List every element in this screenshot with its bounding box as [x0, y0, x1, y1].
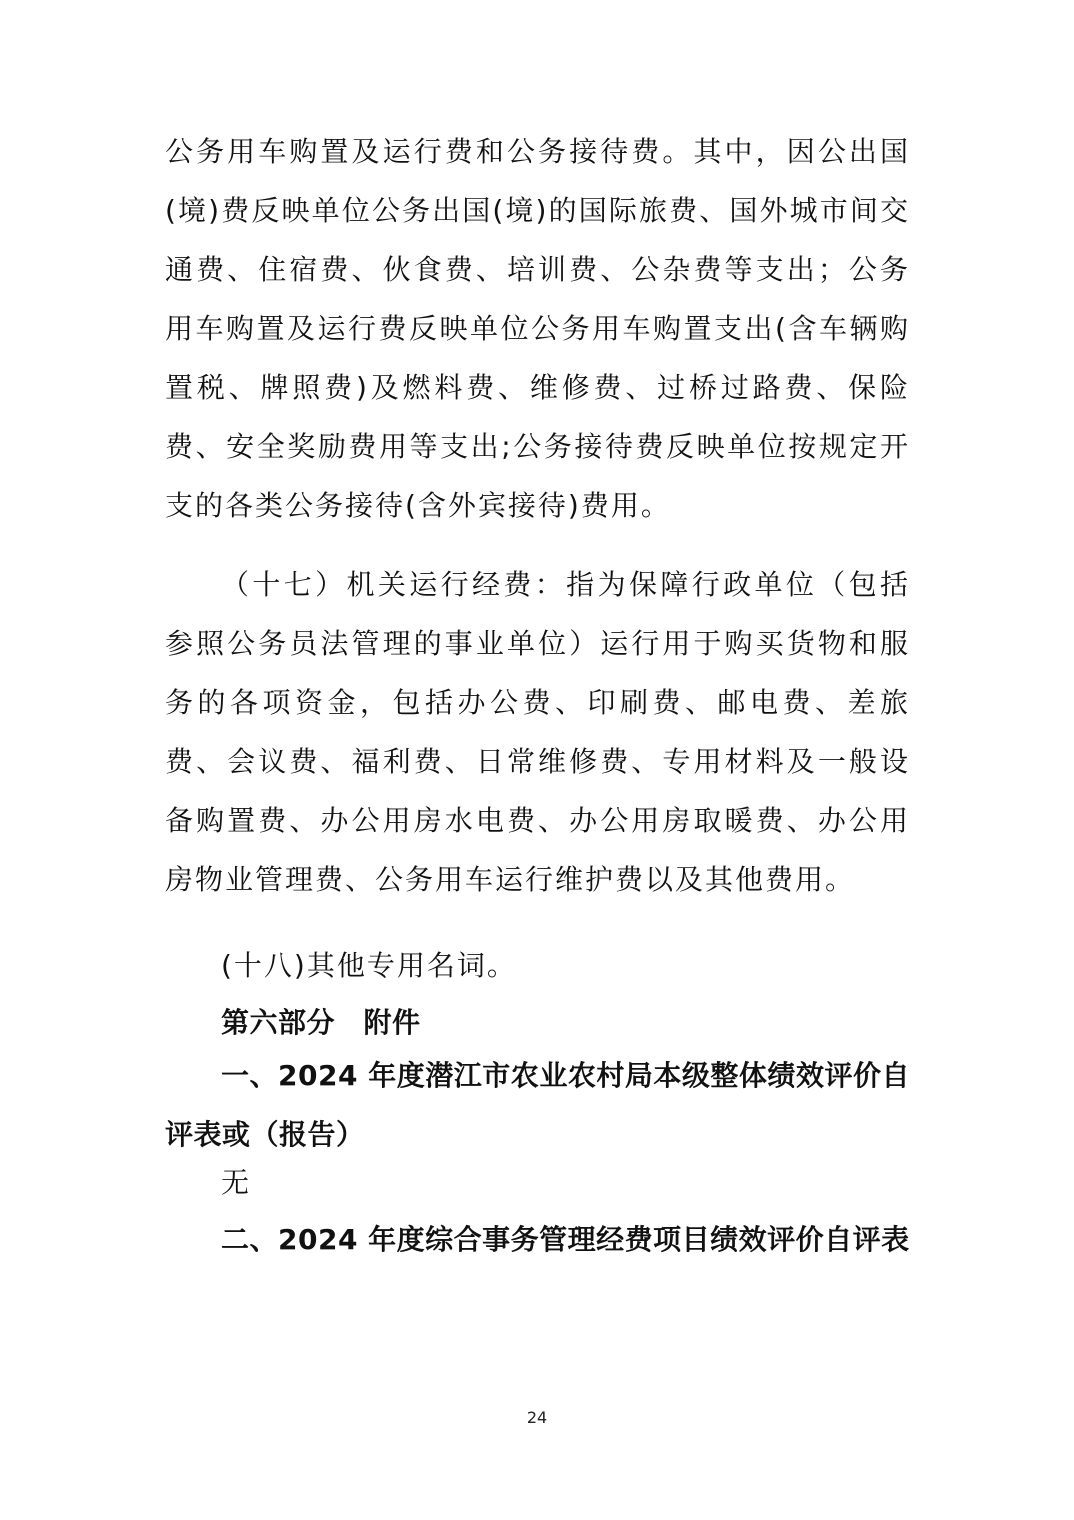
attachment-heading-2: 二、2024 年度综合事务管理经费项目绩效评价自评表 [221, 1223, 910, 1256]
attachment-1-content: 无 [221, 1166, 252, 1199]
paragraph-public-expenses: 公务用车购置及运行费和公务接待费。其中，因公出国(境)费反映单位公务出国(境)的国际旅费、国外城市间交通费、住宿费、伙食费、培训费、公杂费等支出；公务用车购置及运行费反映单位公务用车购置支出(含车辆购置税、牌照费)及燃料费、维修费、过桥过路费、保险费、安全奖励费用等支出;公务接待费反映单位按规定开支的各类公务接待(含外宾接待)费用。 [165, 135, 910, 522]
attachment-heading-1: 一、2024 年度潜江市农业农村局本级整体绩效评价自评表或（报告） [165, 1059, 910, 1151]
section-heading-attachments: 第六部分 附件 [221, 1006, 421, 1039]
paragraph-other-terms: (十八)其他专用名词。 [221, 949, 517, 982]
paragraph-agency-operating-funds: （十七）机关运行经费：指为保障行政单位（包括参照公务员法管理的事业单位）运行用于购买货物和服务的各项资金，包括办公费、印刷费、邮电费、差旅费、会议费、福利费、日常维修费、专用材料及一般设备购置费、办公用房水电费、办公用房取暖费、办公用房物业管理费、公务用车运行维护费以及其他费用。 [165, 568, 910, 896]
page-number: 24 [526, 1408, 548, 1427]
